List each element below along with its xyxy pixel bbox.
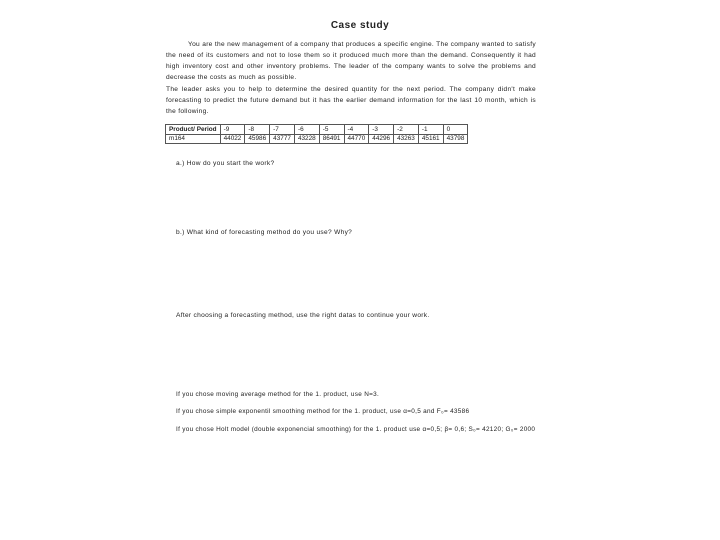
table-row xyxy=(166,134,468,144)
table-cell: 43228 xyxy=(294,134,319,144)
question-a: a.) How do you start the work? xyxy=(176,160,275,167)
after-choosing-text: After choosing a forecasting method, use the right datas to continue your work. xyxy=(176,312,430,319)
table-header-cell: -8 xyxy=(245,125,270,135)
table-header-cell: -6 xyxy=(294,125,319,135)
table-header-cell: -5 xyxy=(319,125,344,135)
table-header-cell: -3 xyxy=(369,125,394,135)
table-header-cell: -4 xyxy=(344,125,369,135)
hint-holt-model: If you chose Holt model (double exponencial smoothing) for the 1. product use α=0,5; β= 0,6; S₀= 42120; G₀= 2000 xyxy=(176,426,536,433)
table-cell: 45161 xyxy=(418,134,443,144)
table-cell: 43263 xyxy=(394,134,419,144)
page-title: Case study xyxy=(330,20,390,31)
table-cell: 43798 xyxy=(443,134,468,144)
table-header-row xyxy=(166,125,468,135)
demand-table xyxy=(165,124,468,144)
table-header-cell: -1 xyxy=(418,125,443,135)
request-paragraph: The leader asks you to help to determine the desired quantity for the next period. The company didn't make forecasting to predict the future demand but it has the earlier demand information for the last 10 month, which is the following. xyxy=(166,86,536,115)
table-cell: 44296 xyxy=(369,134,394,144)
hint-exponential-smoothing: If you chose simple exponentil smoothing method for the 1. product, use α=0,5 and F₀= 43586 xyxy=(176,408,470,415)
table-header-cell: Product/ Period xyxy=(166,125,221,135)
table-cell: 44770 xyxy=(344,134,369,144)
question-b: b.) What kind of forecasting method do you use? Why? xyxy=(176,229,353,236)
table-header-cell: -2 xyxy=(394,125,419,135)
table-cell: 45986 xyxy=(245,134,270,144)
table-cell: 43777 xyxy=(270,134,295,144)
table-header-cell: -7 xyxy=(270,125,295,135)
table-header-cell: -9 xyxy=(220,125,245,135)
hint-moving-average: If you chose moving average method for the 1. product, use N=3. xyxy=(176,391,380,398)
table-header-cell: 0 xyxy=(443,125,468,135)
table-cell: m164 xyxy=(166,134,221,144)
intro-paragraph: You are the new management of a company that produces a specific engine. The company wanted to satisfy the need of its customers and not to lose them so it produced much more than the demand. Consequently it had high inventory cost and other inventory problems. The leader of the company wants to solve the problems and decrease the costs as much as possible. xyxy=(166,41,536,81)
table-cell: 44022 xyxy=(220,134,245,144)
table-cell: 86491 xyxy=(319,134,344,144)
